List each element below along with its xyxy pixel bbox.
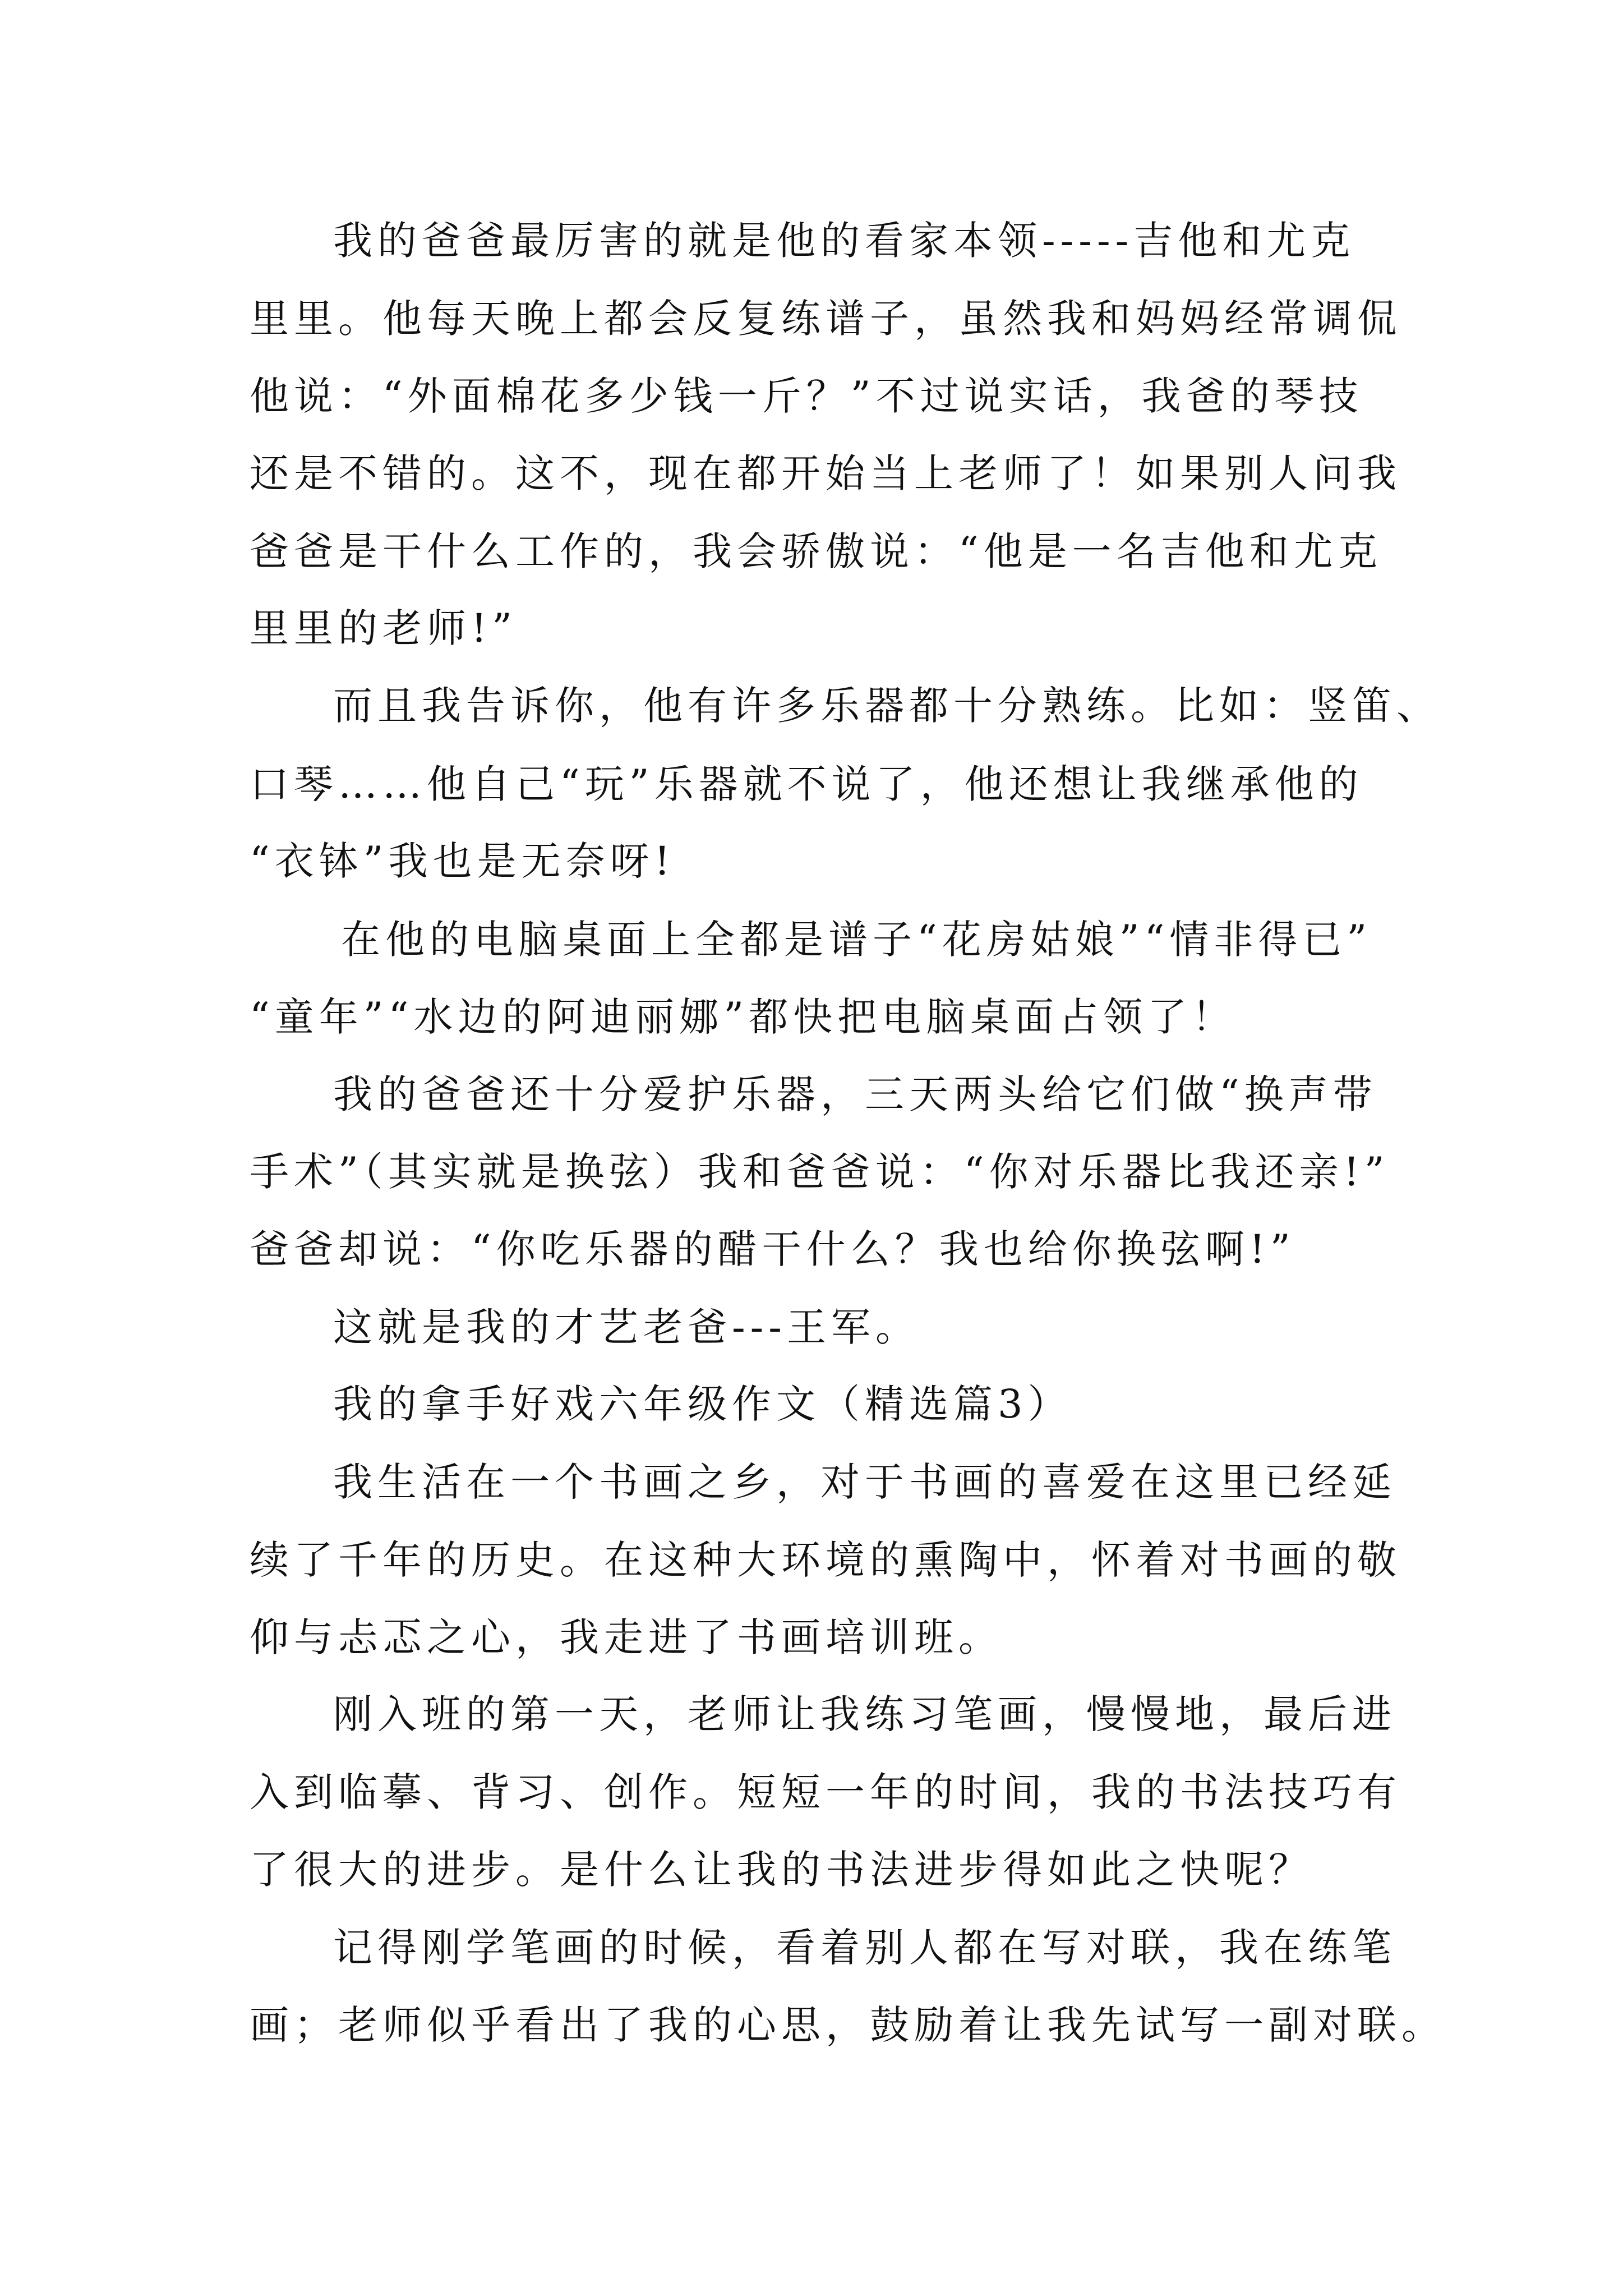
text-line: “童年”“水边的阿迪丽娜”都快把电脑桌面占领了！ xyxy=(250,994,1237,1040)
text-line: 还是不错的。这不，现在都开始当上老师了！如果别人问我 xyxy=(250,450,1401,496)
text-line: 我的爸爸最厉害的就是他的看家本领-----吉他和尤克 xyxy=(333,218,1355,264)
text-line: 爸爸却说：“你吃乐器的醋干什么？我也给你换弦啊!” xyxy=(250,1226,1295,1272)
text-line: 在他的电脑桌面上全都是谱子“花房姑娘”“情非得已” xyxy=(341,917,1372,963)
text-line: 仰与忐忑之心，我走进了书画培训班。 xyxy=(250,1614,1003,1660)
text-line: 爸爸是干什么工作的，我会骄傲说：“他是一名吉他和尤克 xyxy=(250,528,1382,574)
text-line: 刚入班的第一天，老师让我练习笔画，慢慢地，最后进 xyxy=(333,1691,1396,1737)
text-line: 口琴……他自己“玩”乐器就不说了，他还想让我继承他的 xyxy=(250,761,1363,807)
text-line: 手术”（其实就是换弦）我和爸爸说：“你对乐器比我还亲!” xyxy=(250,1149,1390,1195)
text-line: 里里。他每天晚上都会反复练谱子，虽然我和妈妈经常调侃 xyxy=(250,296,1401,342)
text-line: 入到临摹、背习、创作。短短一年的时间，我的书法技巧有 xyxy=(250,1769,1401,1815)
text-line: 了很大的进步。是什么让我的书法进步得如此之快呢？ xyxy=(250,1847,1313,1893)
text-line: “衣钵”我也是无奈呀! xyxy=(250,838,675,884)
text-line: 画；老师似乎看出了我的心思，鼓励着让我先试写一副对联。 xyxy=(250,2002,1446,2048)
text-line: 而且我告诉你，他有许多乐器都十分熟练。比如：竖笛、 xyxy=(333,683,1441,729)
text-line: 续了千年的历史。在这种大环境的熏陶中，怀着对书画的敬 xyxy=(250,1537,1401,1583)
text-line: 我生活在一个书画之乡，对于书画的喜爱在这里已经延 xyxy=(333,1459,1396,1505)
text-line: 里里的老师!” xyxy=(250,605,517,651)
text-line: 我的爸爸还十分爱护乐器，三天两头给它们做“换声带 xyxy=(333,1071,1377,1117)
text-line: 记得刚学笔画的时候，看着别人都在写对联，我在练笔 xyxy=(333,1925,1396,1971)
text-line: 我的拿手好戏六年级作文（精选篇3） xyxy=(333,1381,1072,1427)
text-line: 他说：“外面棉花多少钱一斤？”不过说实话，我爸的琴技 xyxy=(250,373,1363,419)
text-line: 这就是我的才艺老爸---王军。 xyxy=(333,1304,920,1350)
